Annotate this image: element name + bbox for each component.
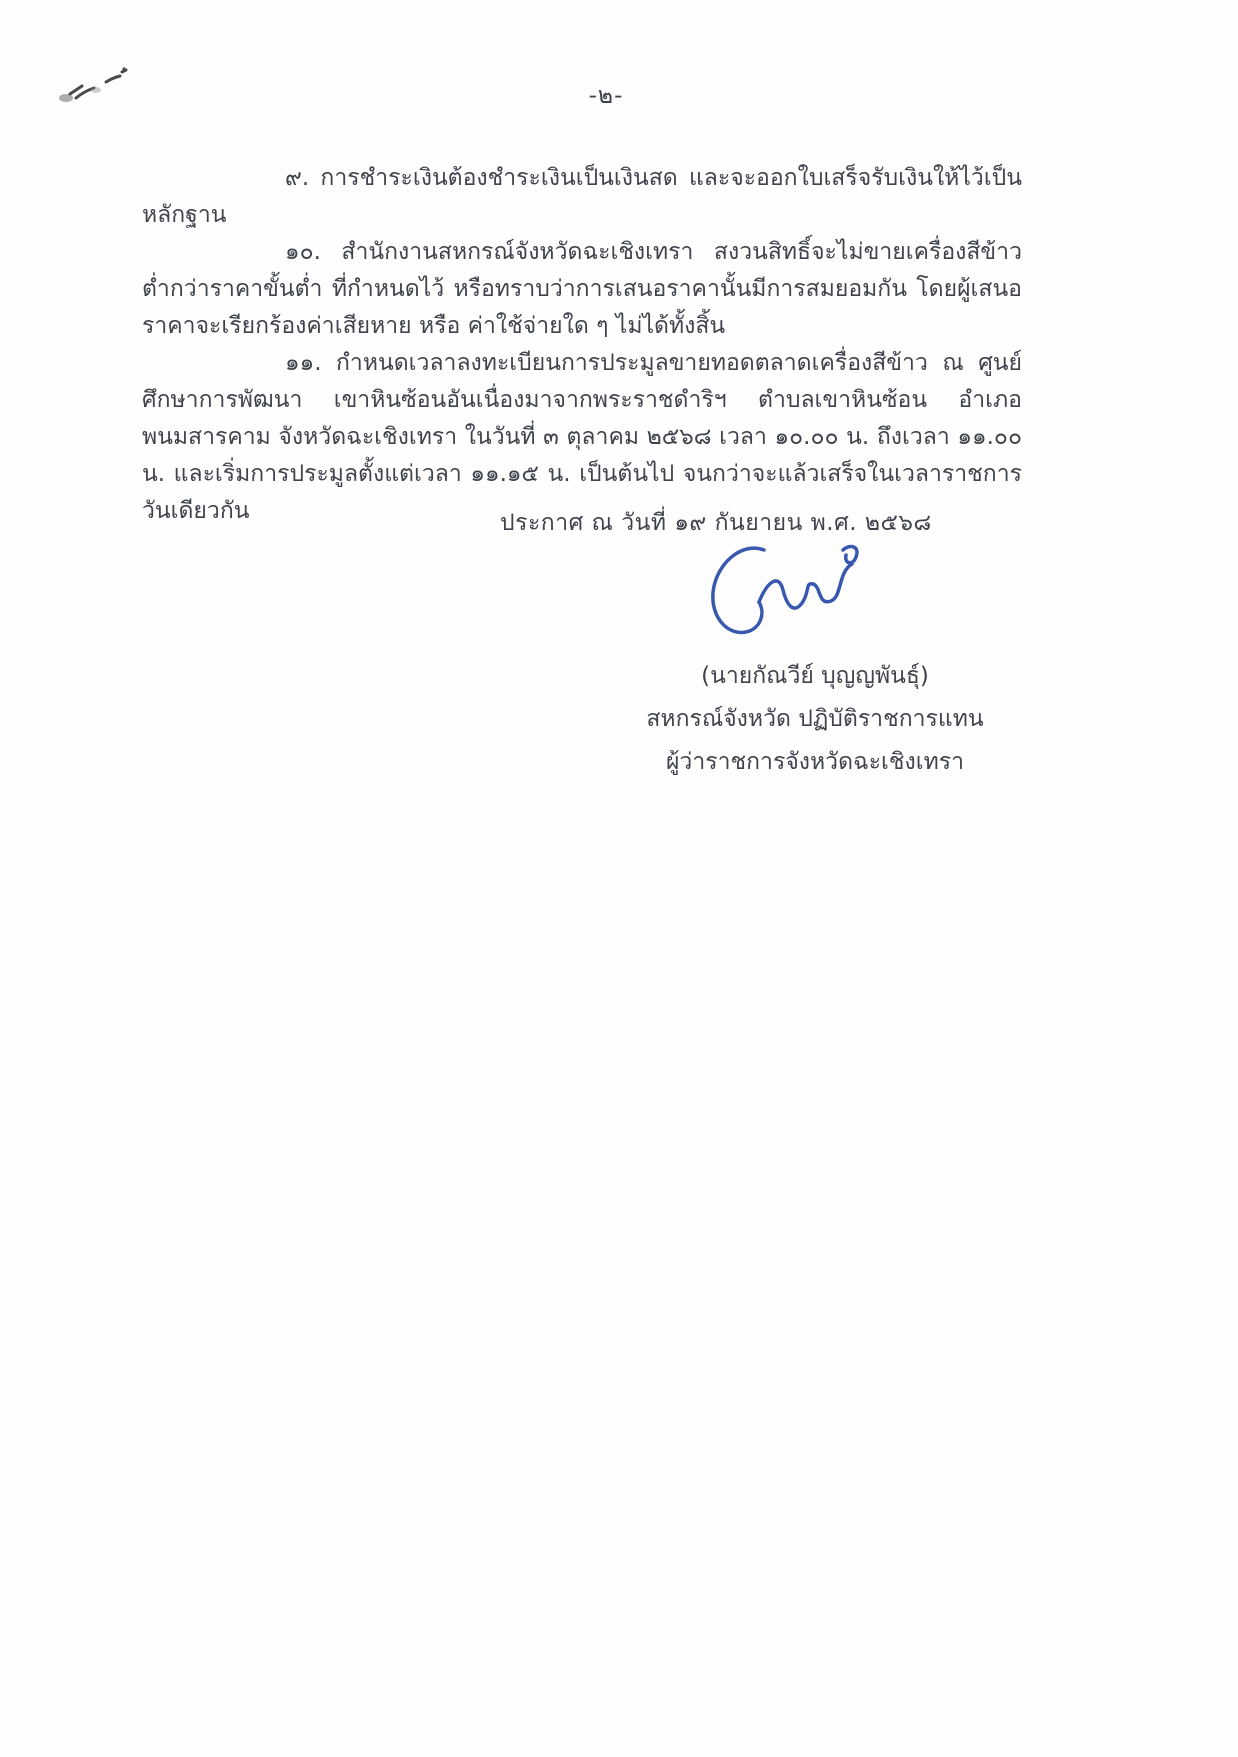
page-number: -๒- (588, 83, 624, 109)
signoff-block (615, 655, 1015, 784)
signer-name: (นายกัณวีย์ บุญญพันธุ์) (701, 663, 929, 689)
announcement-date-line: ประกาศ ณ วันที่ ๑๙ กันยายน พ.ศ. ๒๕๖๘ (500, 510, 932, 536)
document-body (142, 160, 1022, 530)
signer-title-line2: ผู้ว่าราชการจังหวัดฉะเชิงเทรา (665, 749, 965, 775)
paragraph-item-10: ๑๐. สำนักงานสหกรณ์จังหวัดฉะเชิงเทรา สงวนสิทธิ์จะไม่ขายเครื่องสีข้าว ต่ำกว่าราคาขั้นต่ำ ที่กำหนดไว้ หรือทราบว่าการเสนอราคานั้นมีการสมยอมกัน โดยผู้เสนอราคาจะเรียกร้องค่าเสียหาย หรือ ค่าใช้จ่ายใด ๆ ไม่ได้ทั้งสิ้น (142, 239, 1022, 339)
paragraph-item-11: ๑๑. กำหนดเวลาลงทะเบียนการประมูลขายทอดตลาดเครื่องสีข้าว ณ ศูนย์ศึกษาการพัฒนา เขาหินซ้อนอันเนื่องมาจากพระราชดำริฯ ตำบลเขาหินซ้อน อำเภอพนมสารคาม จังหวัดฉะเชิงเทรา ในวันที่ ๓ ตุลาคม ๒๕๖๘ เวลา ๑๐.๐๐ น. ถึงเวลา ๑๑.๐๐ น. และเริ่มการประมูลตั้งแต่เวลา ๑๑.๑๕ น. เป็นต้นไป จนกว่าจะแล้วเสร็จในเวลาราชการวันเดียวกัน (142, 350, 1022, 524)
signature-ink-icon (700, 540, 880, 660)
signer-title-line1: สหกรณ์จังหวัด ปฏิบัติราชการแทน (646, 706, 984, 732)
paragraph-item-9: ๙. การชำระเงินต้องชำระเงินเป็นเงินสด และจะออกใบเสร็จรับเงินให้ไว้เป็นหลักฐาน (142, 165, 1022, 228)
